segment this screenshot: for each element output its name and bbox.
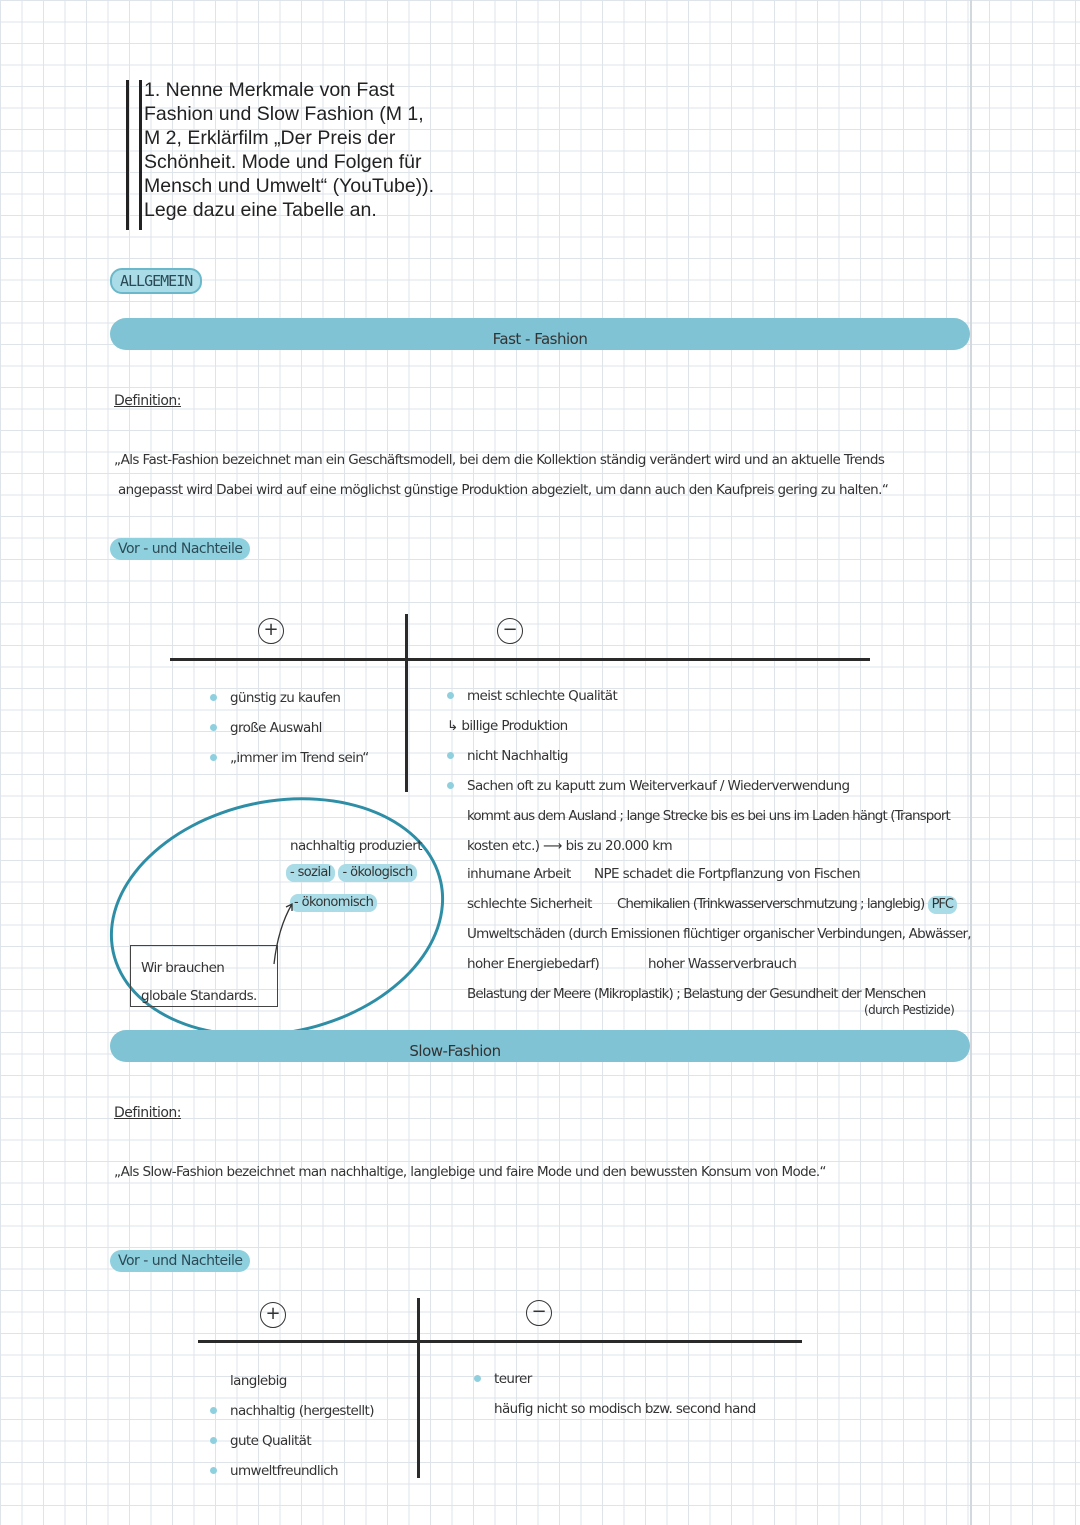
sustain-tags (286, 864, 417, 882)
fast-table-horizontal-rule (170, 658, 870, 661)
list-item: nicht Nachhaltig (447, 741, 950, 771)
slow-pros-list (210, 1366, 374, 1486)
fast-pros-list (210, 683, 369, 773)
plus-icon: + (260, 1302, 286, 1328)
task-text (144, 78, 464, 222)
slow-definition-label: Definition: (114, 1105, 182, 1121)
economic-tag: - ökonomisch (290, 894, 377, 912)
task-line: Mensch und Umwelt“ (YouTube)). (144, 175, 435, 197)
plus-icon: + (258, 618, 284, 644)
fast-table-vertical-rule (405, 614, 408, 792)
fast-chemicals-note (617, 896, 957, 914)
slow-definition: „Als Slow-Fashion bezeichnet man nachhaltige, langlebige und faire Mode und den bewussten Konsum von Mode.“ (114, 1164, 826, 1180)
slow-fashion-banner (110, 1030, 970, 1062)
list-item: ↳ billige Produktion (447, 718, 568, 734)
list-item: umweltfreundlich (210, 1456, 374, 1486)
task-line: M 2, Erklärfilm „Der Preis der (144, 127, 396, 149)
task-line: Lege dazu eine Tabelle an. (144, 199, 377, 221)
slow-table-vertical-rule (417, 1298, 420, 1478)
list-item: gute Qualität (210, 1426, 374, 1456)
task-line: 1. Nenne Merkmale von Fast (144, 79, 395, 101)
list-item: meist schlechte Qualität (447, 681, 950, 711)
page-margin-line (970, 0, 972, 1525)
fast-fashion-banner (110, 318, 970, 350)
minus-icon: − (497, 618, 523, 644)
fast-energy-note: hoher Energiebedarf) (467, 956, 600, 972)
list-item: langlebig (230, 1373, 287, 1389)
sustain-title: nachhaltig produziert (290, 838, 422, 854)
list-item: nachhaltig (hergestellt) (210, 1396, 374, 1426)
task-line: Schönheit. Mode und Folgen für (144, 151, 422, 173)
list-item: „immer im Trend sein“ (210, 743, 369, 773)
fast-chemicals-text: Chemikalien (Trinkwasserverschmutzung ; langlebig) (617, 896, 925, 912)
fast-definition-label: Definition: (114, 393, 182, 409)
task-line: Fashion und Slow Fashion (M 1, (144, 103, 424, 125)
fast-safety-note: schlechte Sicherheit (467, 896, 592, 912)
global-standards-note (130, 945, 278, 1007)
fast-proscons-tag: Vor - und Nachteile (110, 538, 250, 560)
slow-table-horizontal-rule (198, 1340, 802, 1343)
task-bars (126, 80, 142, 230)
list-item: kommt aus dem Ausland ; lange Strecke bis es bei uns im Laden hängt (Transport (467, 808, 950, 824)
ecological-tag: - ökologisch (338, 864, 416, 882)
fast-definition-line-2: angepasst wird Dabei wird auf eine möglichst günstige Produktion abgezielt, um dann auch den Kaufpreis gering zu halten.“ (118, 482, 889, 498)
fast-npe-note: NPE schadet die Fortpflanzung von Fischen (594, 866, 860, 882)
global-standards-text: Wir brauchen globale Standards. (141, 960, 257, 1004)
list-item: Sachen oft zu kaputt zum Weiterverkauf / Wiederverwendung (447, 771, 950, 801)
list-item: kosten etc.) ⟶ bis zu 20.000 km (467, 838, 673, 854)
fast-water-note: hoher Wasserverbrauch (648, 956, 797, 972)
pfc-tag: PFC (928, 896, 957, 914)
list-item: günstig zu kaufen (210, 683, 369, 713)
fast-cons-list (447, 681, 950, 861)
list-item: große Auswahl (210, 713, 369, 743)
slow-proscons-tag: Vor - und Nachteile (110, 1250, 250, 1272)
economic-tag-wrap (290, 894, 377, 912)
slow-cons-list (474, 1364, 756, 1424)
fast-fashion-title: Fast - Fashion (492, 330, 588, 348)
fast-pesticides-note: (durch Pestizide) (864, 1003, 955, 1017)
fast-oceans-note: Belastung der Meere (Mikroplastik) ; Belastung der Gesundheit der Menschen (467, 986, 926, 1002)
minus-icon: − (526, 1300, 552, 1326)
fast-definition-line-1: „Als Fast-Fashion bezeichnet man ein Geschäftsmodell, bei dem die Kollektion ständig verändert wird und an aktuelle Trends (114, 452, 885, 468)
slow-fashion-title: Slow-Fashion (409, 1042, 501, 1060)
list-item: häufig nicht so modisch bzw. second hand (494, 1401, 756, 1417)
list-item: teurer (474, 1364, 756, 1394)
social-tag: - sozial (286, 864, 335, 882)
fast-inhumane-work: inhumane Arbeit (467, 866, 571, 882)
fast-environment-note: Umweltschäden (durch Emissionen flüchtiger organischer Verbindungen, Abwässer, (467, 926, 971, 942)
general-tag: ALLGEMEIN (110, 268, 202, 294)
